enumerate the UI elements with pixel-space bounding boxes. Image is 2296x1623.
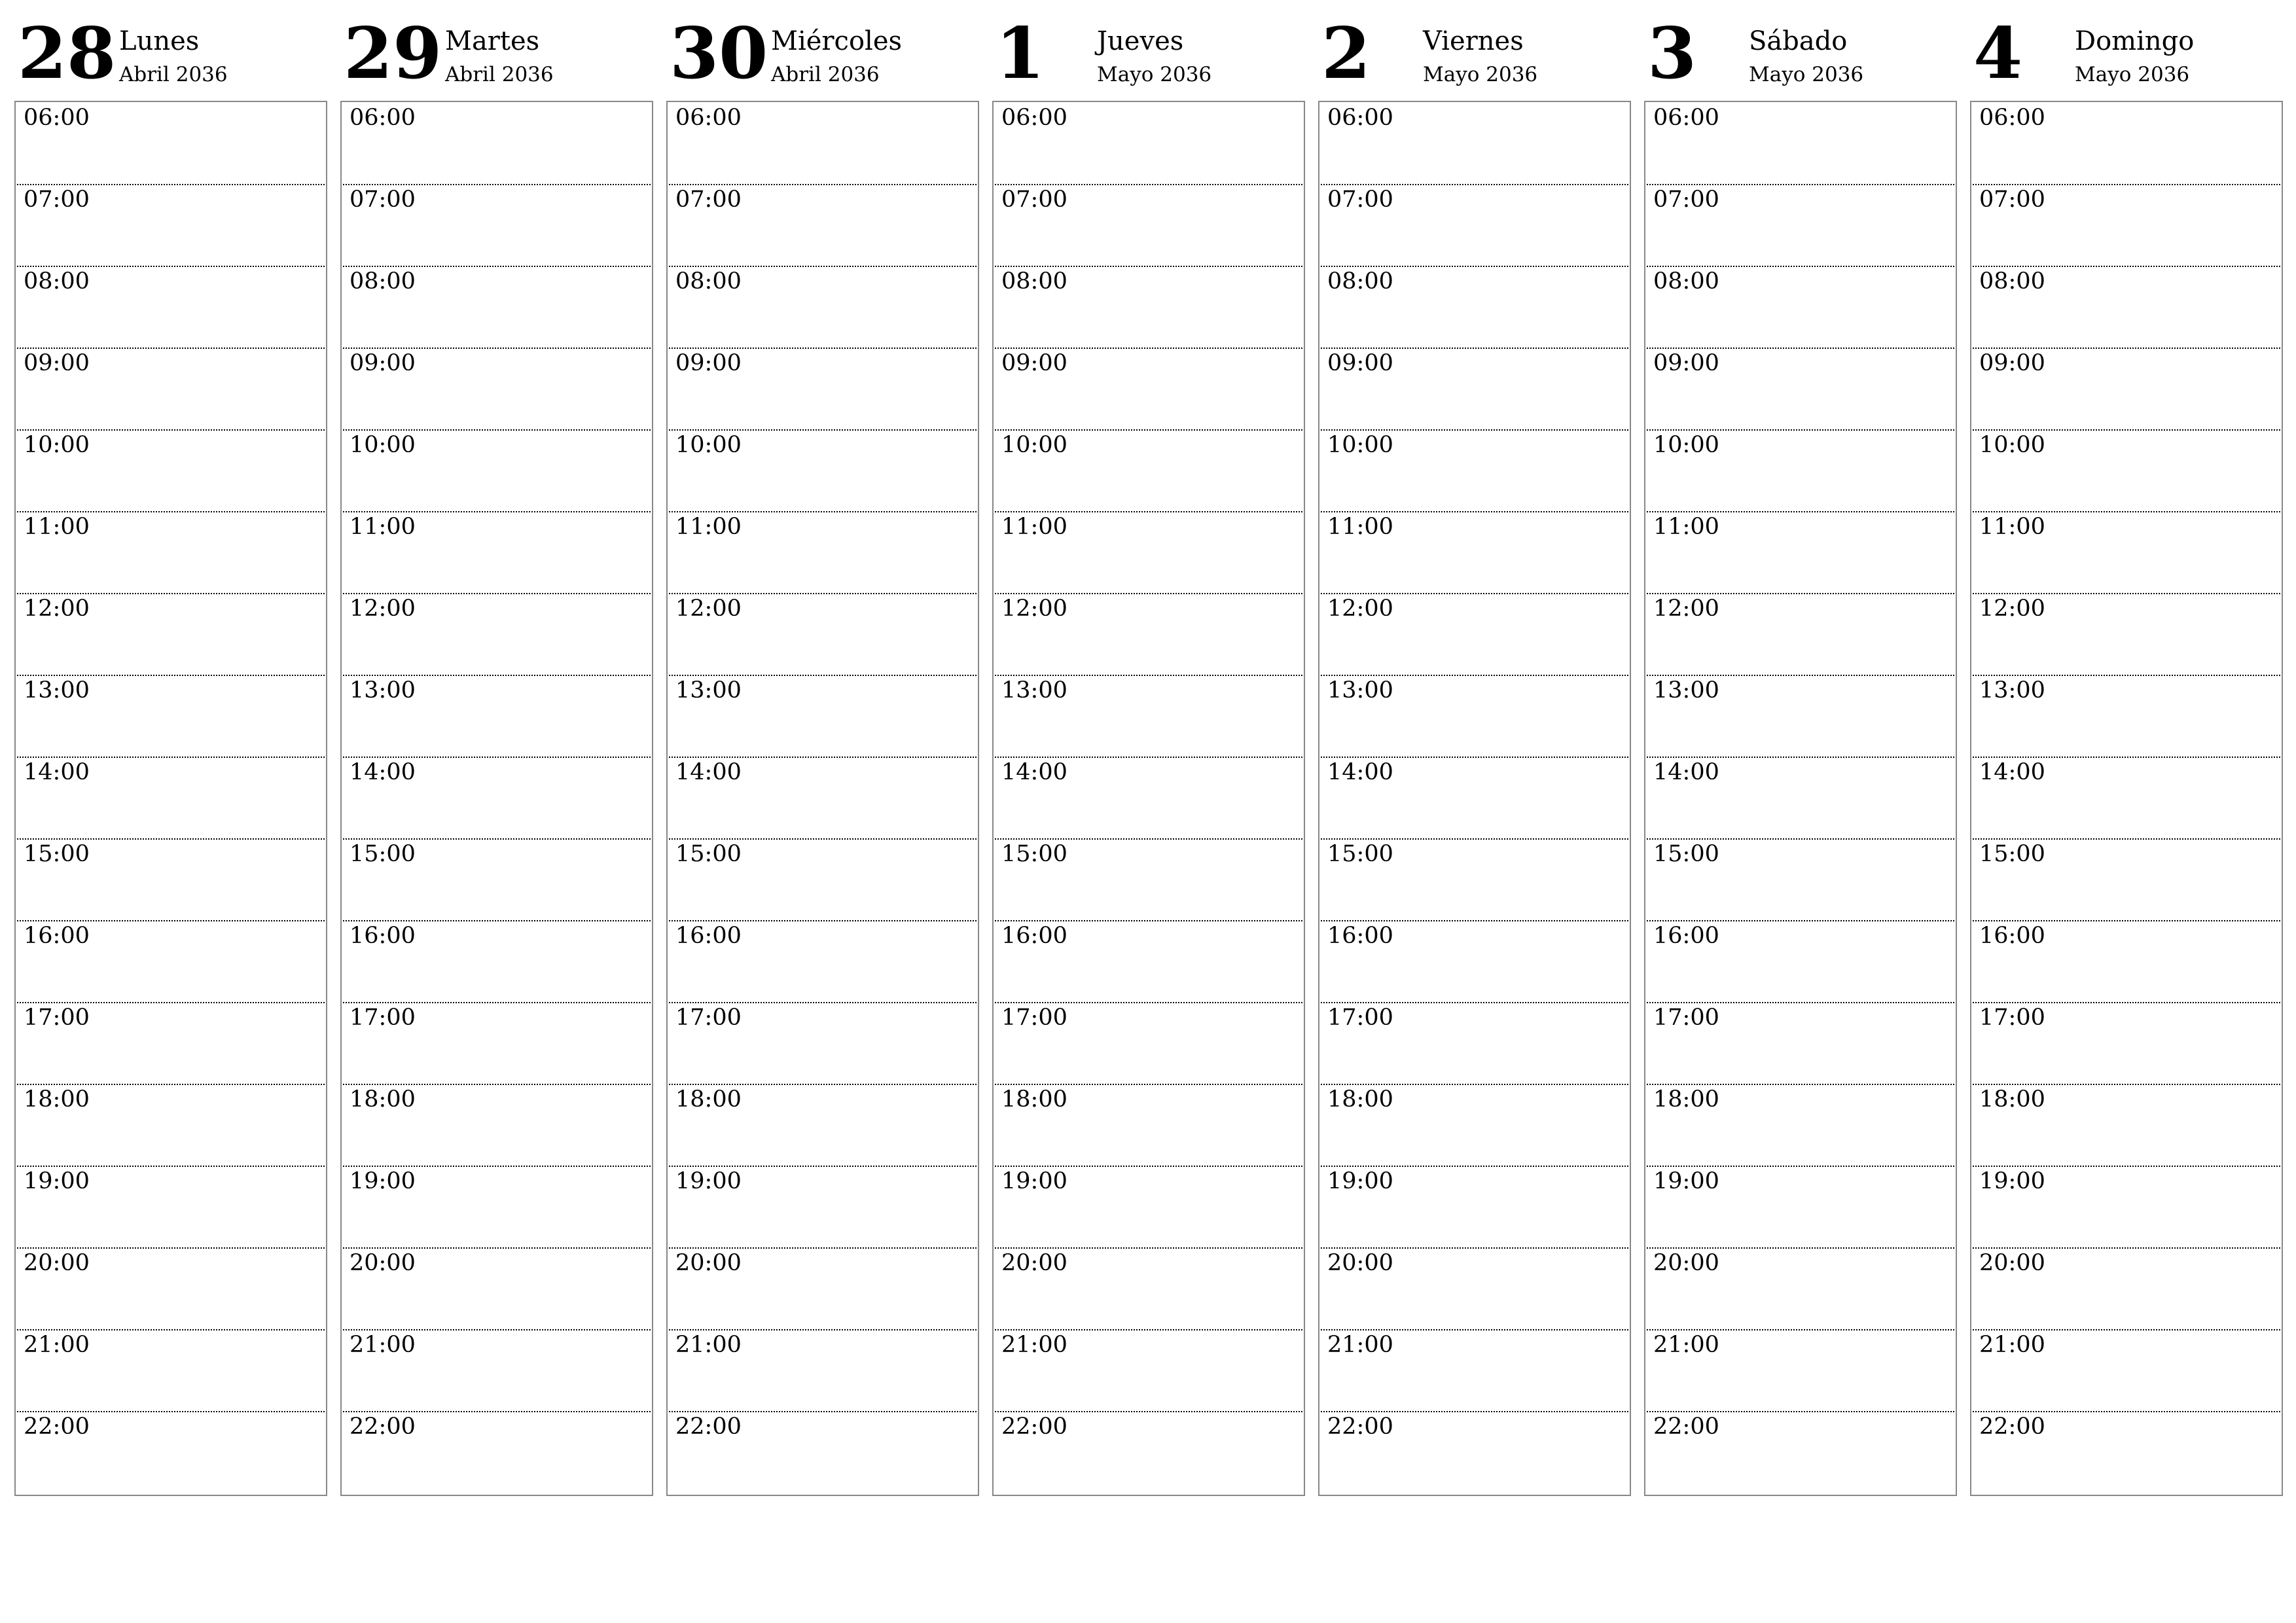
hour-slot xyxy=(1973,1084,2280,1167)
day-number: 1 xyxy=(996,12,1045,95)
hour-label: 08:00 xyxy=(350,268,416,294)
hour-label: 09:00 xyxy=(675,350,742,376)
hour-slot xyxy=(1321,184,1628,267)
hour-slot xyxy=(669,184,977,267)
hour-label: 20:00 xyxy=(1001,1250,1067,1276)
hour-label: 20:00 xyxy=(675,1250,742,1276)
hour-slot xyxy=(17,429,325,512)
hour-slot xyxy=(1647,429,1954,512)
hour-label: 08:00 xyxy=(1979,268,2045,294)
hour-label: 21:00 xyxy=(675,1332,742,1358)
hour-label: 07:00 xyxy=(24,187,90,213)
hour-slot xyxy=(1647,920,1954,1003)
hour-label: 21:00 xyxy=(1979,1332,2045,1358)
day-header xyxy=(666,0,979,98)
hour-slot xyxy=(17,348,325,431)
hour-label: 13:00 xyxy=(1001,677,1067,704)
hour-slot xyxy=(669,1329,977,1412)
hour-label: 08:00 xyxy=(1653,268,1719,294)
hour-label: 16:00 xyxy=(1001,923,1067,949)
hour-slot xyxy=(1973,429,2280,512)
hour-label: 19:00 xyxy=(1979,1168,2045,1194)
day-header xyxy=(340,0,653,98)
hour-slot xyxy=(995,757,1302,840)
hour-label: 11:00 xyxy=(24,514,90,540)
hour-slot xyxy=(1321,1002,1628,1085)
hour-slot xyxy=(343,757,651,840)
hour-label: 17:00 xyxy=(1979,1005,2045,1031)
month-year: Abril 2036 xyxy=(771,63,880,86)
hour-label: 12:00 xyxy=(1653,596,1719,622)
month-year: Mayo 2036 xyxy=(1749,63,1864,86)
hour-label: 11:00 xyxy=(675,514,742,540)
hour-slot xyxy=(995,348,1302,431)
hour-label: 13:00 xyxy=(1979,677,2045,704)
hour-label: 20:00 xyxy=(24,1250,90,1276)
hour-label: 08:00 xyxy=(1327,268,1393,294)
hour-slot xyxy=(1647,348,1954,431)
day-column xyxy=(1318,0,1631,1499)
hour-slot xyxy=(343,266,651,349)
hour-label: 18:00 xyxy=(1327,1086,1393,1113)
hour-label: 06:00 xyxy=(24,105,90,131)
hour-slot xyxy=(1973,348,2280,431)
day-header xyxy=(992,0,1305,98)
hour-slot xyxy=(995,102,1302,185)
hour-label: 22:00 xyxy=(1979,1414,2045,1440)
hour-label: 22:00 xyxy=(24,1414,90,1440)
hour-slot xyxy=(1321,675,1628,758)
hour-slot xyxy=(343,593,651,676)
hour-label: 20:00 xyxy=(350,1250,416,1276)
hour-slot xyxy=(669,348,977,431)
hour-label: 07:00 xyxy=(350,187,416,213)
hour-label: 09:00 xyxy=(24,350,90,376)
hour-slot xyxy=(17,1329,325,1412)
hour-label: 22:00 xyxy=(1653,1414,1719,1440)
hour-label: 07:00 xyxy=(675,187,742,213)
hour-slot xyxy=(1647,1166,1954,1249)
hour-slot xyxy=(17,184,325,267)
hour-label: 18:00 xyxy=(1001,1086,1067,1113)
hour-label: 18:00 xyxy=(1653,1086,1719,1113)
hour-grid xyxy=(666,101,979,1496)
day-column xyxy=(1644,0,1957,1499)
hour-slot xyxy=(343,511,651,594)
hour-slot xyxy=(995,1166,1302,1249)
hour-label: 20:00 xyxy=(1327,1250,1393,1276)
hour-slot xyxy=(1973,1002,2280,1085)
hour-label: 15:00 xyxy=(350,841,416,867)
hour-label: 10:00 xyxy=(1979,432,2045,458)
day-name: Martes xyxy=(445,26,540,56)
hour-label: 10:00 xyxy=(675,432,742,458)
hour-label: 14:00 xyxy=(1979,759,2045,785)
day-name: Jueves xyxy=(1097,26,1184,56)
hour-label: 12:00 xyxy=(1979,596,2045,622)
hour-label: 10:00 xyxy=(1327,432,1393,458)
hour-slot xyxy=(343,184,651,267)
hour-label: 16:00 xyxy=(350,923,416,949)
hour-label: 12:00 xyxy=(675,596,742,622)
hour-label: 06:00 xyxy=(1001,105,1067,131)
hour-slot xyxy=(17,675,325,758)
hour-slot xyxy=(995,920,1302,1003)
hour-slot xyxy=(995,511,1302,594)
hour-slot xyxy=(1321,920,1628,1003)
hour-slot xyxy=(17,511,325,594)
hour-slot xyxy=(343,1411,651,1493)
hour-label: 10:00 xyxy=(1001,432,1067,458)
hour-slot xyxy=(1973,1166,2280,1249)
hour-slot xyxy=(995,593,1302,676)
day-number: 4 xyxy=(1973,12,2023,95)
hour-slot xyxy=(343,102,651,185)
hour-label: 13:00 xyxy=(1653,677,1719,704)
hour-slot xyxy=(1321,511,1628,594)
hour-slot xyxy=(1321,838,1628,921)
day-header xyxy=(1644,0,1957,98)
hour-slot xyxy=(1973,1411,2280,1493)
hour-slot xyxy=(17,1002,325,1085)
hour-slot xyxy=(1647,1329,1954,1412)
hour-slot xyxy=(1647,184,1954,267)
hour-label: 21:00 xyxy=(1327,1332,1393,1358)
hour-slot xyxy=(343,920,651,1003)
hour-slot xyxy=(995,266,1302,349)
hour-slot xyxy=(995,1084,1302,1167)
hour-label: 18:00 xyxy=(24,1086,90,1113)
hour-slot xyxy=(1647,102,1954,185)
hour-label: 17:00 xyxy=(1001,1005,1067,1031)
hour-slot xyxy=(17,1084,325,1167)
hour-label: 12:00 xyxy=(24,596,90,622)
day-number: 3 xyxy=(1647,12,1697,95)
hour-label: 21:00 xyxy=(350,1332,416,1358)
hour-label: 16:00 xyxy=(675,923,742,949)
hour-label: 19:00 xyxy=(675,1168,742,1194)
hour-slot xyxy=(1973,102,2280,185)
hour-slot xyxy=(1973,1329,2280,1412)
hour-slot xyxy=(1321,757,1628,840)
hour-label: 07:00 xyxy=(1653,187,1719,213)
day-name: Lunes xyxy=(119,26,200,56)
hour-label: 16:00 xyxy=(1653,923,1719,949)
hour-slot xyxy=(343,1166,651,1249)
hour-slot xyxy=(17,1411,325,1493)
hour-label: 19:00 xyxy=(1653,1168,1719,1194)
hour-slot xyxy=(669,102,977,185)
hour-label: 15:00 xyxy=(1327,841,1393,867)
hour-slot xyxy=(1647,675,1954,758)
hour-slot xyxy=(343,1247,651,1330)
hour-slot xyxy=(1647,838,1954,921)
hour-label: 06:00 xyxy=(675,105,742,131)
hour-slot xyxy=(343,429,651,512)
hour-label: 22:00 xyxy=(1327,1414,1393,1440)
hour-label: 09:00 xyxy=(350,350,416,376)
hour-label: 07:00 xyxy=(1327,187,1393,213)
hour-slot xyxy=(1321,266,1628,349)
hour-label: 08:00 xyxy=(24,268,90,294)
hour-label: 20:00 xyxy=(1979,1250,2045,1276)
hour-slot xyxy=(1647,1002,1954,1085)
day-header xyxy=(14,0,327,98)
hour-slot xyxy=(1647,511,1954,594)
hour-slot xyxy=(1973,757,2280,840)
hour-label: 07:00 xyxy=(1001,187,1067,213)
day-column xyxy=(340,0,653,1499)
hour-slot xyxy=(17,757,325,840)
hour-slot xyxy=(1647,266,1954,349)
hour-slot xyxy=(1973,511,2280,594)
hour-label: 08:00 xyxy=(675,268,742,294)
hour-label: 11:00 xyxy=(350,514,416,540)
day-name: Miércoles xyxy=(771,26,903,56)
hour-slot xyxy=(669,266,977,349)
hour-slot xyxy=(1321,1329,1628,1412)
hour-label: 06:00 xyxy=(350,105,416,131)
day-column xyxy=(992,0,1305,1499)
day-number: 30 xyxy=(670,12,768,95)
hour-slot xyxy=(17,102,325,185)
day-number: 29 xyxy=(344,12,442,95)
hour-label: 15:00 xyxy=(1001,841,1067,867)
hour-label: 15:00 xyxy=(24,841,90,867)
hour-slot xyxy=(1973,184,2280,267)
hour-slot xyxy=(1321,429,1628,512)
hour-slot xyxy=(995,1247,1302,1330)
hour-slot xyxy=(669,757,977,840)
hour-slot xyxy=(343,1002,651,1085)
hour-grid xyxy=(1644,101,1957,1496)
hour-grid xyxy=(14,101,327,1496)
hour-slot xyxy=(17,1247,325,1330)
hour-label: 21:00 xyxy=(1653,1332,1719,1358)
hour-slot xyxy=(1647,757,1954,840)
hour-label: 17:00 xyxy=(1327,1005,1393,1031)
hour-slot xyxy=(669,1084,977,1167)
hour-label: 12:00 xyxy=(1001,596,1067,622)
hour-label: 21:00 xyxy=(1001,1332,1067,1358)
hour-slot xyxy=(1321,102,1628,185)
hour-slot xyxy=(1973,1247,2280,1330)
hour-slot xyxy=(669,593,977,676)
hour-slot xyxy=(1973,838,2280,921)
hour-slot xyxy=(669,1166,977,1249)
hour-label: 16:00 xyxy=(1979,923,2045,949)
day-name: Sábado xyxy=(1749,26,1848,56)
hour-label: 11:00 xyxy=(1001,514,1067,540)
hour-label: 22:00 xyxy=(1001,1414,1067,1440)
hour-slot xyxy=(669,429,977,512)
hour-slot xyxy=(669,1411,977,1493)
hour-label: 12:00 xyxy=(350,596,416,622)
hour-label: 14:00 xyxy=(1327,759,1393,785)
hour-label: 09:00 xyxy=(1979,350,2045,376)
day-name: Domingo xyxy=(2075,26,2195,56)
hour-label: 13:00 xyxy=(24,677,90,704)
hour-label: 15:00 xyxy=(675,841,742,867)
hour-label: 18:00 xyxy=(350,1086,416,1113)
hour-slot xyxy=(1973,593,2280,676)
hour-slot xyxy=(1647,593,1954,676)
day-number: 2 xyxy=(1321,12,1371,95)
hour-slot xyxy=(17,1166,325,1249)
day-name: Viernes xyxy=(1423,26,1524,56)
day-column xyxy=(1970,0,2283,1499)
hour-slot xyxy=(669,675,977,758)
hour-label: 18:00 xyxy=(675,1086,742,1113)
hour-label: 19:00 xyxy=(1327,1168,1393,1194)
hour-slot xyxy=(1647,1411,1954,1493)
day-header xyxy=(1970,0,2283,98)
hour-label: 10:00 xyxy=(24,432,90,458)
hour-label: 15:00 xyxy=(1979,841,2045,867)
hour-slot xyxy=(343,348,651,431)
hour-slot xyxy=(1321,1084,1628,1167)
month-year: Mayo 2036 xyxy=(1423,63,1538,86)
hour-label: 11:00 xyxy=(1327,514,1393,540)
hour-slot xyxy=(343,1084,651,1167)
month-year: Mayo 2036 xyxy=(2075,63,2190,86)
hour-label: 16:00 xyxy=(1327,923,1393,949)
hour-slot xyxy=(1321,1247,1628,1330)
hour-slot xyxy=(1973,675,2280,758)
hour-slot xyxy=(995,184,1302,267)
hour-slot xyxy=(995,838,1302,921)
hour-label: 19:00 xyxy=(350,1168,416,1194)
hour-slot xyxy=(343,675,651,758)
hour-label: 18:00 xyxy=(1979,1086,2045,1113)
hour-slot xyxy=(995,1329,1302,1412)
day-column xyxy=(14,0,327,1499)
hour-slot xyxy=(669,920,977,1003)
hour-label: 10:00 xyxy=(1653,432,1719,458)
hour-slot xyxy=(669,511,977,594)
hour-label: 17:00 xyxy=(1653,1005,1719,1031)
hour-label: 13:00 xyxy=(1327,677,1393,704)
hour-label: 11:00 xyxy=(1979,514,2045,540)
hour-slot xyxy=(669,1247,977,1330)
hour-slot xyxy=(17,266,325,349)
hour-label: 22:00 xyxy=(350,1414,416,1440)
hour-label: 08:00 xyxy=(1001,268,1067,294)
hour-slot xyxy=(343,838,651,921)
hour-label: 22:00 xyxy=(675,1414,742,1440)
month-year: Abril 2036 xyxy=(119,63,228,86)
hour-slot xyxy=(343,1329,651,1412)
hour-slot xyxy=(995,1002,1302,1085)
day-number: 28 xyxy=(18,12,117,95)
hour-grid xyxy=(1970,101,2283,1496)
hour-slot xyxy=(1321,348,1628,431)
hour-label: 21:00 xyxy=(24,1332,90,1358)
hour-slot xyxy=(995,675,1302,758)
hour-label: 20:00 xyxy=(1653,1250,1719,1276)
hour-slot xyxy=(17,838,325,921)
hour-label: 15:00 xyxy=(1653,841,1719,867)
day-column xyxy=(666,0,979,1499)
hour-label: 06:00 xyxy=(1327,105,1393,131)
hour-label: 09:00 xyxy=(1327,350,1393,376)
hour-slot xyxy=(669,838,977,921)
hour-slot xyxy=(995,429,1302,512)
hour-label: 17:00 xyxy=(24,1005,90,1031)
month-year: Abril 2036 xyxy=(445,63,554,86)
hour-label: 10:00 xyxy=(350,432,416,458)
hour-label: 06:00 xyxy=(1979,105,2045,131)
hour-label: 14:00 xyxy=(675,759,742,785)
hour-slot xyxy=(669,1002,977,1085)
hour-label: 07:00 xyxy=(1979,187,2045,213)
month-year: Mayo 2036 xyxy=(1097,63,1212,86)
hour-slot xyxy=(1321,1166,1628,1249)
hour-label: 09:00 xyxy=(1001,350,1067,376)
hour-slot xyxy=(1647,1247,1954,1330)
hour-slot xyxy=(1321,1411,1628,1493)
hour-label: 17:00 xyxy=(350,1005,416,1031)
hour-grid xyxy=(340,101,653,1496)
hour-label: 14:00 xyxy=(350,759,416,785)
hour-label: 13:00 xyxy=(350,677,416,704)
hour-slot xyxy=(995,1411,1302,1493)
hour-label: 09:00 xyxy=(1653,350,1719,376)
hour-slot xyxy=(17,920,325,1003)
hour-label: 06:00 xyxy=(1653,105,1719,131)
hour-label: 14:00 xyxy=(1001,759,1067,785)
hour-slot xyxy=(1647,1084,1954,1167)
hour-label: 12:00 xyxy=(1327,596,1393,622)
hour-label: 14:00 xyxy=(1653,759,1719,785)
hour-label: 11:00 xyxy=(1653,514,1719,540)
hour-label: 17:00 xyxy=(675,1005,742,1031)
hour-slot xyxy=(1321,593,1628,676)
hour-label: 19:00 xyxy=(24,1168,90,1194)
hour-grid xyxy=(1318,101,1631,1496)
hour-label: 14:00 xyxy=(24,759,90,785)
hour-slot xyxy=(17,593,325,676)
hour-grid xyxy=(992,101,1305,1496)
hour-label: 13:00 xyxy=(675,677,742,704)
hour-label: 19:00 xyxy=(1001,1168,1067,1194)
hour-slot xyxy=(1973,920,2280,1003)
hour-label: 16:00 xyxy=(24,923,90,949)
day-header xyxy=(1318,0,1631,98)
hour-slot xyxy=(1973,266,2280,349)
